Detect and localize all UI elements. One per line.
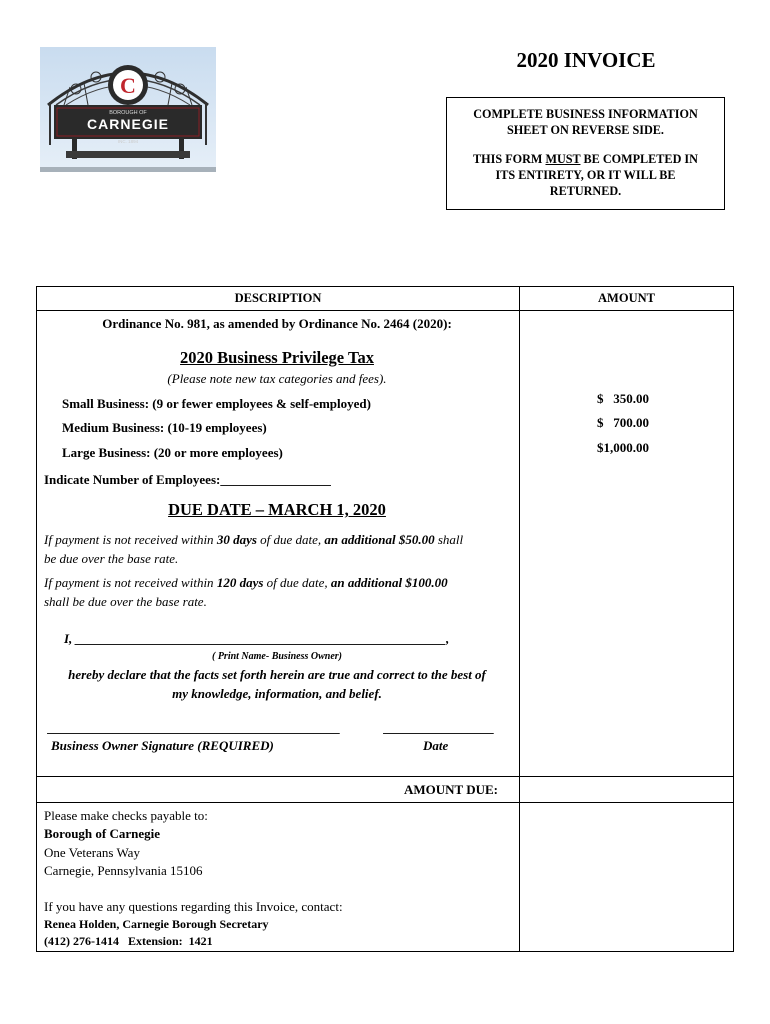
medium-business-label: Medium Business: (10-19 employees) — [62, 420, 267, 435]
print-name-field[interactable]: I, _________________________________________________________, — [64, 631, 450, 646]
borough-of-carnegie-logo — [40, 47, 216, 172]
amount-header: AMOUNT — [598, 291, 655, 305]
logo-bottom-text: INC. 1894 — [117, 139, 139, 144]
late-fee-30-days: If payment is not received within 30 days of due date, an additional $50.00 shall be due over the base rate. — [44, 532, 464, 566]
questions-text: If you have any questions regarding this Invoice, contact: — [44, 899, 343, 914]
date-field[interactable]: _________________ — [384, 720, 495, 735]
date-label: Date — [423, 738, 449, 753]
payee-address2: Carnegie, Pennsylvania 15106 — [44, 863, 203, 878]
notice-line: SHEET ON REVERSE SIDE. — [507, 123, 664, 137]
logo-letter: C — [120, 73, 136, 98]
amount-due-field[interactable] — [520, 776, 732, 802]
notice-line: RETURNED. — [549, 184, 622, 198]
due-date: DUE DATE – MARCH 1, 2020 — [168, 500, 386, 519]
tax-title: 2020 Business Privilege Tax — [180, 348, 374, 367]
medium-business-amount: $ 700.00 — [597, 415, 649, 430]
notice-box — [446, 97, 725, 210]
ordinance-text: Ordinance No. 981, as amended by Ordinance No. 2464 (2020): — [102, 316, 452, 331]
print-name-caption: ( Print Name- Business Owner) — [211, 651, 342, 662]
payable-to: Please make checks payable to: — [44, 808, 208, 823]
signature-label: Business Owner Signature (REQUIRED) — [51, 738, 274, 753]
notice-line: COMPLETE BUSINESS INFORMATION — [473, 107, 698, 121]
late-fee-120-days: If payment is not received within 120 days of due date, an additional $100.00 shall be due over the base rate. — [44, 575, 448, 609]
contact-name: Renea Holden, Carnegie Borough Secretary — [44, 917, 269, 931]
employee-count-field[interactable]: Indicate Number of Employees:_________________ — [44, 472, 331, 487]
payee-org: Borough of Carnegie — [44, 826, 161, 841]
large-business-label: Large Business: (20 or more employees) — [62, 445, 283, 460]
declaration-text: hereby declare that the facts set forth herein are true and correct to the best of my knowledge, information, and belief. — [68, 667, 486, 701]
large-business-amount: $1,000.00 — [597, 440, 649, 455]
logo-name: CARNEGIE — [87, 116, 169, 132]
small-business-amount: $ 350.00 — [597, 391, 649, 406]
signature-field[interactable]: _____________________________________________ — [48, 720, 341, 735]
payee-address1: One Veterans Way — [44, 845, 140, 860]
tax-note: (Please note new tax categories and fees). — [167, 371, 387, 386]
small-business-label: Small Business: (9 or fewer employees & self-employed) — [62, 396, 371, 411]
amount-due-label: AMOUNT DUE: — [404, 782, 499, 797]
notice-line: THIS FORM MUST BE COMPLETED IN — [473, 152, 698, 166]
must-emphasis: MUST — [545, 152, 581, 166]
contact-phone: (412) 276-1414 Extension: 1421 — [44, 934, 213, 948]
invoice-title: 2020 INVOICE — [516, 48, 656, 72]
logo-top-text: BOROUGH OF — [109, 110, 147, 116]
notice-line: ITS ENTIRETY, OR IT WILL BE — [495, 168, 676, 182]
description-header: DESCRIPTION — [234, 291, 322, 305]
